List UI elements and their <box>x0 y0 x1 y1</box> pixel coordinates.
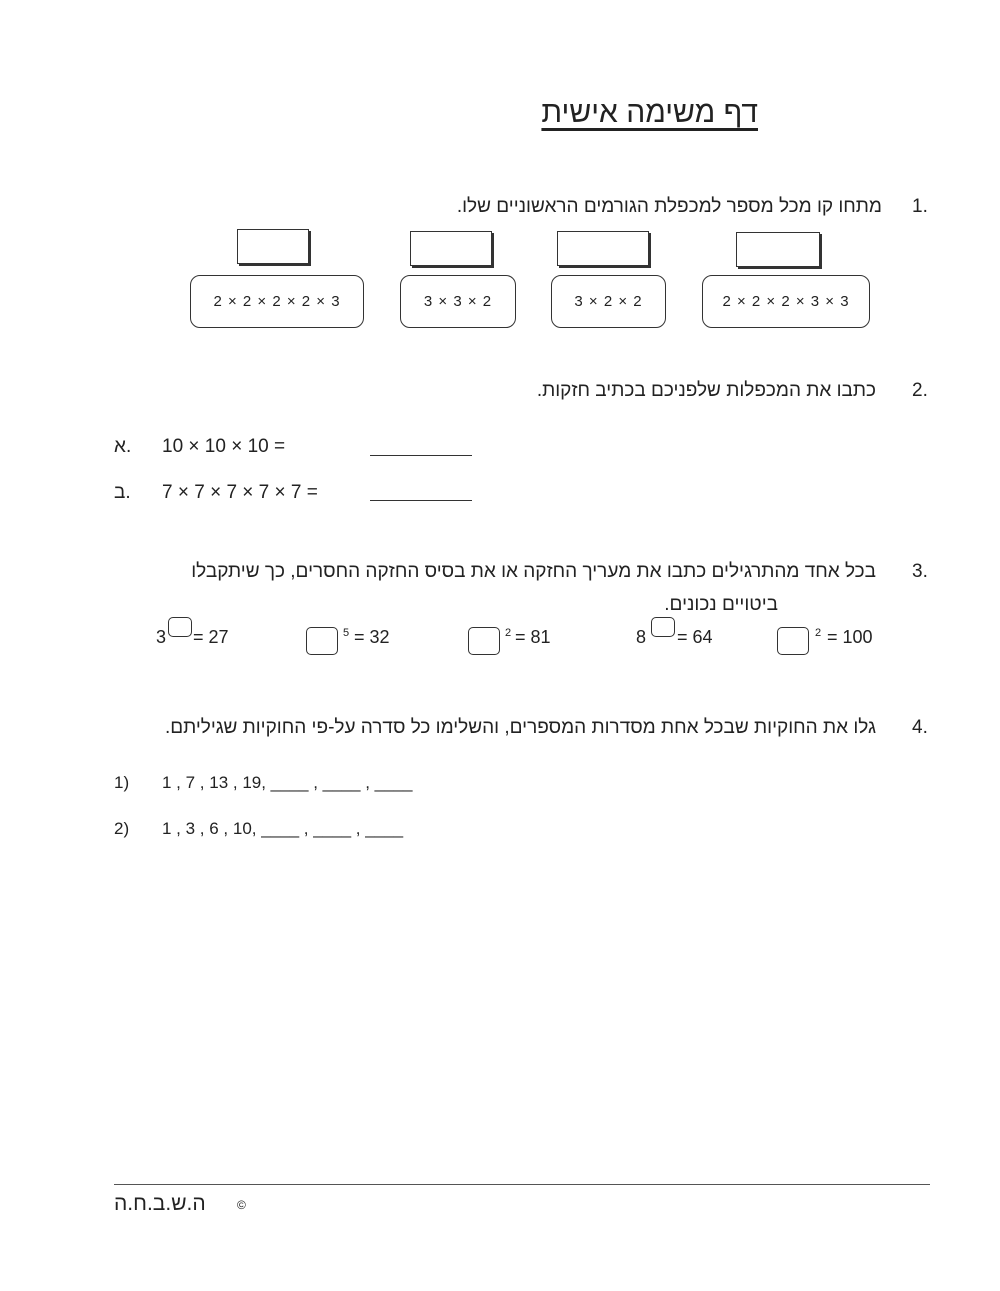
q3-item-2-result: = 32 <box>354 627 390 647</box>
q3-item-2-exponent: 5 <box>343 627 350 639</box>
footer-divider <box>114 1184 930 1185</box>
q4-sequence-2-label: 2) <box>114 819 130 838</box>
footer-author: ה.ש.ב.ח.ה <box>114 1192 206 1215</box>
copyright-icon: © <box>237 1198 246 1212</box>
q2-item-b-label: ב. <box>114 482 131 503</box>
q4-sequence-1[interactable]: 1 , 7 , 13 , 19, ____ , ____ , ____ <box>162 773 413 792</box>
q2-item-b-answer-line[interactable] <box>370 500 472 501</box>
q2-item-b-expression: 7 × 7 × 7 × 7 × 7 = <box>162 482 318 503</box>
q1-expression-3-text: 3 × 3 × 2 <box>423 293 493 310</box>
q3-instruction-line1: בכל אחד מהתרגילים כתבו את מעריך החזקה או את בסיס החזקה החסרים, כך שיתקבלו <box>191 561 876 582</box>
q1-number: 1. <box>912 196 928 217</box>
q3-item-5-result: = 100 <box>827 627 873 647</box>
q2-number: 2. <box>912 380 928 401</box>
q3-item-1-base: 3 <box>156 627 167 647</box>
q1-expression-4 <box>190 275 364 328</box>
q1-answer-box-2[interactable] <box>557 231 649 266</box>
q4-instruction: גלו את החוקיות שבכל אחת מסדרות המספרים, והשלימו כל סדרה על-פי החוקיות שגיליתם. <box>164 717 876 738</box>
q2-item-a-expression: 10 × 10 × 10 = <box>162 436 286 457</box>
q1-expression-2-text: 3 × 2 × 2 <box>574 293 643 310</box>
page-title: דף משימה אישית <box>541 96 758 129</box>
q4-sequence-1-label: 1) <box>114 773 130 792</box>
q3-item-4-base: 8 <box>636 627 647 647</box>
q3-item-1-result: = 27 <box>193 627 229 647</box>
q3-item-5-exponent: 2 <box>815 627 822 639</box>
q3-item-3-exponent: 2 <box>505 627 512 639</box>
q1-expression-3 <box>400 275 516 328</box>
q3-instruction-line2: ביטויים נכונים. <box>664 594 778 615</box>
q3-item-4-exponent-box[interactable] <box>651 617 675 637</box>
q3-item-2-base-box[interactable] <box>306 627 338 655</box>
q3-item-4-result: = 64 <box>677 627 713 647</box>
q1-expression-2 <box>551 275 666 328</box>
q3-number: 3. <box>912 561 928 582</box>
q1-expression-1 <box>702 275 870 328</box>
q1-expression-4-text: 2 × 2 × 2 × 2 × 3 <box>213 293 341 310</box>
q3-item-1-exponent-box[interactable] <box>168 617 192 637</box>
q1-answer-box-1[interactable] <box>736 232 820 267</box>
q2-instruction: כתבו את המכפלות שלפניכם בכתיב חזקות. <box>536 380 876 401</box>
q4-sequence-2[interactable]: 1 , 3 , 6 , 10, ____ , ____ , ____ <box>162 819 404 838</box>
q3-item-3-result: = 81 <box>515 627 551 647</box>
q1-expression-1-text: 2 × 2 × 2 × 3 × 3 <box>722 293 850 310</box>
q2-item-a-label: א. <box>114 436 132 457</box>
q1-instruction: מתחו קו מכל מספר למכפלת הגורמים הראשוניים שלו. <box>456 196 882 217</box>
q2-item-a-answer-line[interactable] <box>370 455 472 456</box>
q4-number: 4. <box>912 717 928 738</box>
q3-item-3-base-box[interactable] <box>468 627 500 655</box>
q1-answer-box-3[interactable] <box>410 231 492 266</box>
q3-item-5-base-box[interactable] <box>777 627 809 655</box>
q1-answer-box-4[interactable] <box>237 229 309 264</box>
